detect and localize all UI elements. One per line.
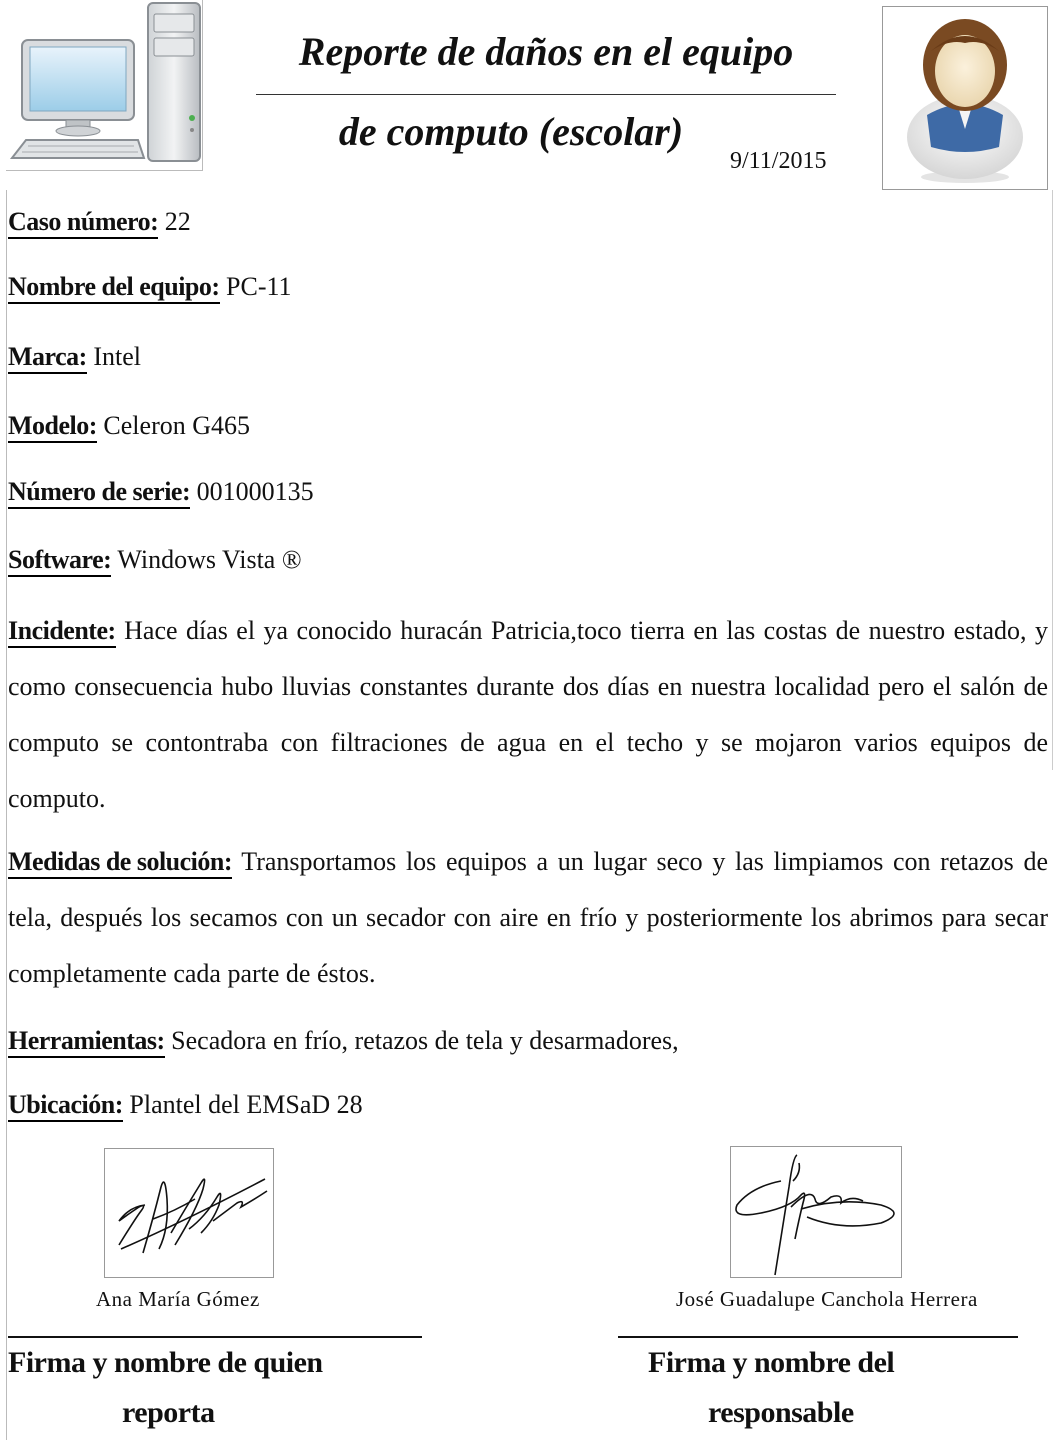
right-border — [1052, 190, 1053, 770]
software-value: Windows Vista ® — [117, 545, 302, 574]
modelo-value: Celeron G465 — [103, 411, 251, 440]
field-caso — [8, 205, 191, 239]
incidente-label: Incidente: — [8, 616, 116, 648]
marca-label: Marca: — [8, 342, 87, 374]
incidente-value: Hace días el ya conocido huracán Patricia,toco tierra en las costas de nuestro estado, y como consecuencia hubo lluvias constantes durante dos días en nuestra localidad pero el salón de computo se contontraba con filtraciones de agua en el techo y se mojaron varios equipos de computo. — [8, 616, 1048, 813]
report-title-line2: de computo (escolar) — [338, 109, 684, 154]
field-software — [8, 543, 302, 577]
serie-value: 001000135 — [196, 477, 314, 506]
left-border — [6, 190, 7, 1440]
caso-value: 22 — [164, 207, 191, 236]
desktop-computer-icon — [6, 0, 203, 171]
signer-name-right: José Guadalupe Canchola Herrera — [676, 1287, 978, 1311]
field-medidas — [8, 834, 1048, 1002]
field-herramientas — [8, 1024, 679, 1058]
herramientas-value: Secadora en frío, retazos de tela y desarmadores, — [171, 1026, 679, 1055]
modelo-label: Modelo: — [8, 411, 97, 443]
field-serie — [8, 475, 314, 509]
medidas-label: Medidas de solución: — [8, 847, 232, 879]
field-ubicacion — [8, 1088, 363, 1122]
caption-right-line1: Firma y nombre del — [648, 1346, 895, 1379]
report-title-line1: Reporte de daños en el equipo — [298, 29, 794, 74]
ubicacion-value: Plantel del EMSaD 28 — [129, 1090, 363, 1119]
caption-right-line2: responsable — [708, 1396, 854, 1429]
signer-name-left: Ana María Gómez — [96, 1287, 260, 1311]
nombre-label: Nombre del equipo: — [8, 272, 220, 304]
serie-label: Número de serie: — [8, 477, 190, 509]
field-marca — [8, 340, 141, 374]
report-date: 9/11/2015 — [730, 148, 827, 174]
marca-value: Intel — [93, 342, 141, 371]
signature-caption-right — [648, 1338, 968, 1438]
caption-left-line1: Firma y nombre de quien — [8, 1346, 323, 1379]
software-label: Software: — [8, 545, 111, 577]
field-nombre — [8, 270, 292, 304]
ubicacion-label: Ubicación: — [8, 1090, 123, 1122]
signature-image-left — [104, 1148, 274, 1278]
user-avatar-icon — [882, 6, 1048, 190]
caso-label: Caso número: — [8, 207, 158, 239]
field-modelo — [8, 409, 250, 443]
caption-left-line2: reporta — [122, 1396, 215, 1429]
field-incidente — [8, 603, 1048, 827]
nombre-value: PC-11 — [226, 272, 292, 301]
medidas-value: Transportamos los equipos a un lugar seco y las limpiamos con retazos de tela, después los secamos con un secador con aire en frío y posteriormente los abrimos para secar completamente cada parte de éstos. — [8, 847, 1049, 988]
title-divider — [256, 94, 836, 95]
signature-image-right — [730, 1146, 902, 1278]
signature-caption-left — [8, 1338, 368, 1438]
herramientas-label: Herramientas: — [8, 1026, 165, 1058]
